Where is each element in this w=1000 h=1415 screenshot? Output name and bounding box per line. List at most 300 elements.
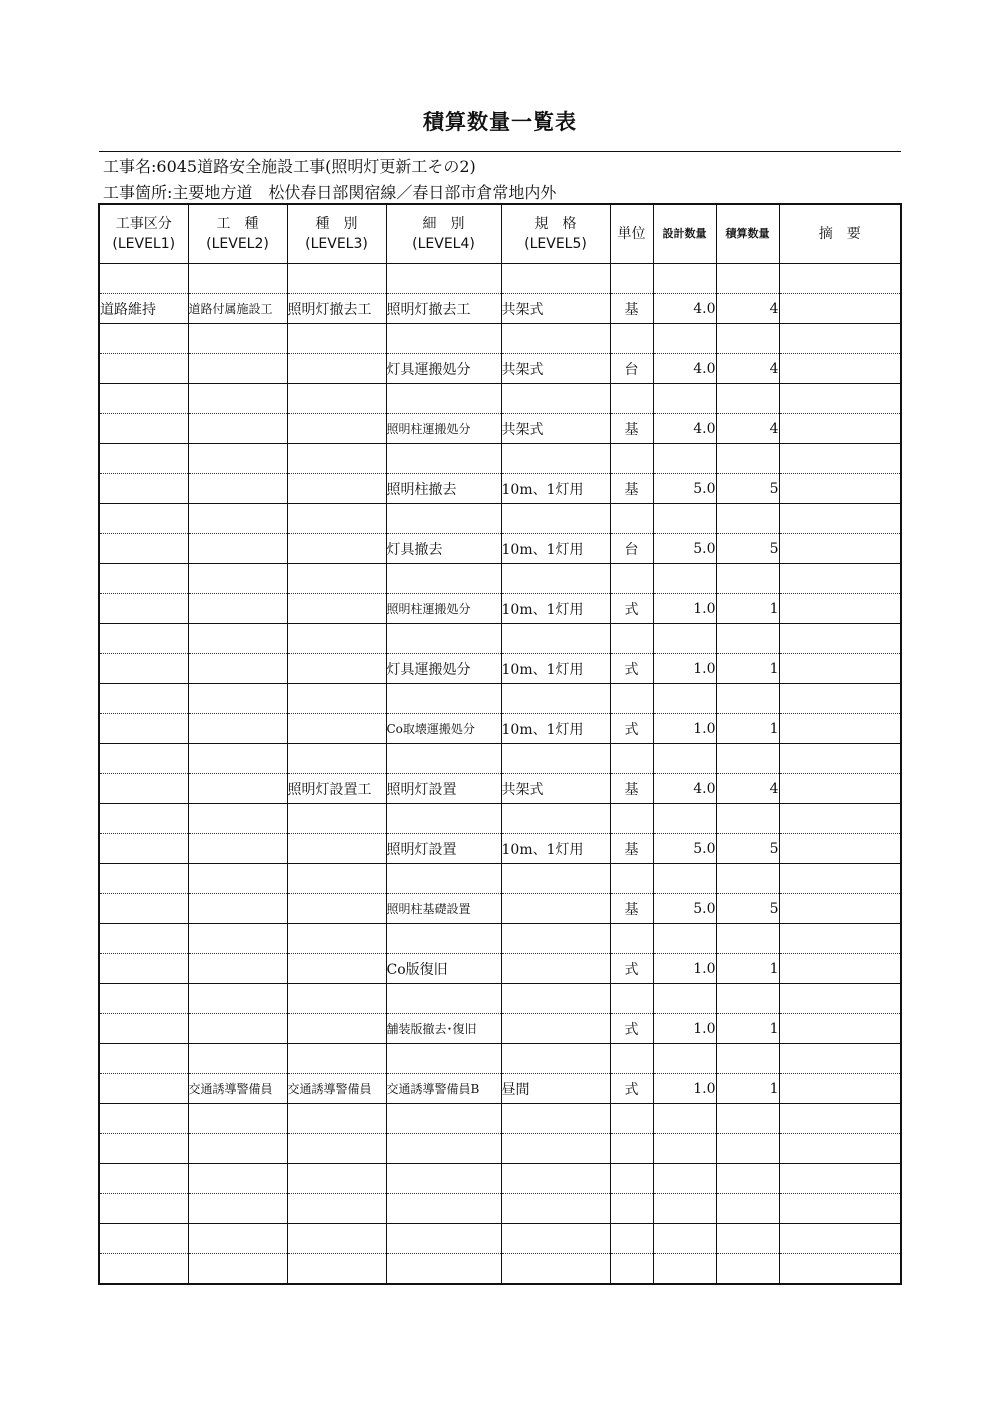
spacer-cell bbox=[99, 924, 188, 954]
level3-cell bbox=[287, 594, 386, 624]
calc-quantity-cell: 1 bbox=[716, 714, 779, 744]
spacer-cell bbox=[188, 1224, 287, 1254]
level1-cell bbox=[99, 774, 188, 804]
spacer-cell bbox=[716, 1104, 779, 1134]
design-quantity-cell: 1.0 bbox=[653, 594, 716, 624]
level5-cell: 10m、1灯用 bbox=[501, 714, 610, 744]
level4-cell: 照明柱撤去 bbox=[386, 474, 501, 504]
design-quantity-cell: 1.0 bbox=[653, 714, 716, 744]
level1-cell bbox=[99, 654, 188, 684]
remarks-cell bbox=[779, 534, 901, 564]
spacer-cell bbox=[501, 984, 610, 1014]
design-quantity-cell: 5.0 bbox=[653, 834, 716, 864]
table-row-spacer bbox=[99, 684, 901, 714]
level2-cell bbox=[188, 834, 287, 864]
spacer-cell bbox=[653, 684, 716, 714]
unit-cell: 式 bbox=[610, 594, 653, 624]
level3-cell bbox=[287, 894, 386, 924]
spacer-cell bbox=[653, 1164, 716, 1194]
quantity-table bbox=[98, 203, 902, 1285]
level3-cell: 照明灯設置工 bbox=[287, 774, 386, 804]
spacer-cell bbox=[501, 564, 610, 594]
level2-cell bbox=[188, 714, 287, 744]
table-row-spacer bbox=[99, 1164, 901, 1194]
spacer-cell bbox=[501, 1164, 610, 1194]
spacer-cell bbox=[716, 864, 779, 894]
spacer-cell bbox=[287, 684, 386, 714]
level3-cell bbox=[287, 714, 386, 744]
level5-cell: 共架式 bbox=[501, 774, 610, 804]
remarks-cell bbox=[779, 354, 901, 384]
spacer-cell bbox=[188, 624, 287, 654]
spacer-cell bbox=[653, 924, 716, 954]
level1-cell bbox=[99, 354, 188, 384]
level4-cell: 照明灯設置 bbox=[386, 834, 501, 864]
spacer-cell bbox=[779, 504, 901, 534]
remarks-cell bbox=[779, 954, 901, 984]
spacer-cell bbox=[779, 864, 901, 894]
spacer-cell bbox=[99, 564, 188, 594]
spacer-cell bbox=[287, 1104, 386, 1134]
table-row-spacer bbox=[99, 744, 901, 774]
unit-cell: 基 bbox=[610, 834, 653, 864]
table-row bbox=[99, 1134, 901, 1164]
spacer-cell bbox=[188, 864, 287, 894]
level2-cell bbox=[188, 774, 287, 804]
remarks-cell bbox=[779, 894, 901, 924]
level4-cell bbox=[386, 1134, 501, 1164]
spacer-cell bbox=[188, 1164, 287, 1194]
design-quantity-cell: 5.0 bbox=[653, 534, 716, 564]
spacer-cell bbox=[287, 564, 386, 594]
calc-quantity-cell: 1 bbox=[716, 1074, 779, 1104]
level1-cell bbox=[99, 714, 188, 744]
unit-cell: 基 bbox=[610, 414, 653, 444]
spacer-cell bbox=[653, 444, 716, 474]
table-row bbox=[99, 1014, 901, 1044]
spacer-cell bbox=[188, 444, 287, 474]
spacer-cell bbox=[386, 684, 501, 714]
spacer-cell bbox=[501, 324, 610, 354]
spacer-cell bbox=[287, 864, 386, 894]
spacer-cell bbox=[501, 1224, 610, 1254]
level5-cell bbox=[501, 1254, 610, 1285]
unit-cell: 台 bbox=[610, 354, 653, 384]
level4-cell: 照明灯撤去工 bbox=[386, 294, 501, 324]
calc-quantity-cell: 1 bbox=[716, 654, 779, 684]
table-row bbox=[99, 774, 901, 804]
spacer-cell bbox=[779, 324, 901, 354]
remarks-cell bbox=[779, 414, 901, 444]
spacer-cell bbox=[99, 624, 188, 654]
remarks-cell bbox=[779, 294, 901, 324]
level1-cell bbox=[99, 1194, 188, 1224]
table-row-spacer bbox=[99, 984, 901, 1014]
level5-cell: 共架式 bbox=[501, 414, 610, 444]
level4-cell: 照明柱運搬処分 bbox=[386, 594, 501, 624]
spacer-cell bbox=[779, 564, 901, 594]
table-row-spacer bbox=[99, 1044, 901, 1074]
spacer-cell bbox=[501, 1044, 610, 1074]
level4-cell: 舗装版撤去･復旧 bbox=[386, 1014, 501, 1044]
spacer-cell bbox=[287, 504, 386, 534]
level3-cell bbox=[287, 474, 386, 504]
design-quantity-cell: 1.0 bbox=[653, 1074, 716, 1104]
spacer-cell bbox=[501, 384, 610, 414]
spacer-cell bbox=[610, 564, 653, 594]
spacer-cell bbox=[99, 1104, 188, 1134]
table-row bbox=[99, 834, 901, 864]
spacer-cell bbox=[99, 984, 188, 1014]
header-row bbox=[99, 204, 901, 264]
spacer-cell bbox=[386, 1164, 501, 1194]
level5-cell: 共架式 bbox=[501, 354, 610, 384]
spacer-cell bbox=[99, 1044, 188, 1074]
spacer-cell bbox=[653, 384, 716, 414]
calc-quantity-cell: 1 bbox=[716, 594, 779, 624]
level1-cell bbox=[99, 474, 188, 504]
level5-cell: 10m、1灯用 bbox=[501, 594, 610, 624]
spacer-cell bbox=[501, 444, 610, 474]
header-design-quantity: 設計数量 bbox=[653, 204, 716, 264]
spacer-cell bbox=[610, 504, 653, 534]
table-row bbox=[99, 714, 901, 744]
calc-quantity-cell: 5 bbox=[716, 474, 779, 504]
header-level1: 工事区分 (LEVEL1) bbox=[99, 204, 188, 264]
spacer-cell bbox=[779, 1044, 901, 1074]
spacer-cell bbox=[99, 504, 188, 534]
table-row-spacer bbox=[99, 624, 901, 654]
spacer-cell bbox=[610, 804, 653, 834]
table-row-spacer bbox=[99, 444, 901, 474]
spacer-cell bbox=[287, 744, 386, 774]
spacer-cell bbox=[501, 1104, 610, 1134]
level5-cell bbox=[501, 1194, 610, 1224]
table-row bbox=[99, 1074, 901, 1104]
remarks-cell bbox=[779, 1254, 901, 1285]
level1-cell bbox=[99, 594, 188, 624]
level2-cell bbox=[188, 474, 287, 504]
spacer-cell bbox=[716, 1044, 779, 1074]
level4-cell: 灯具運搬処分 bbox=[386, 654, 501, 684]
level2-cell bbox=[188, 894, 287, 924]
calc-quantity-cell: 5 bbox=[716, 534, 779, 564]
level2-cell bbox=[188, 534, 287, 564]
level3-cell: 照明灯撤去工 bbox=[287, 294, 386, 324]
level1-cell bbox=[99, 414, 188, 444]
spacer-cell bbox=[287, 444, 386, 474]
level4-cell: 照明灯設置 bbox=[386, 774, 501, 804]
spacer-cell bbox=[779, 984, 901, 1014]
table-row bbox=[99, 534, 901, 564]
spacer-cell bbox=[779, 624, 901, 654]
spacer-cell bbox=[779, 384, 901, 414]
spacer-cell bbox=[99, 744, 188, 774]
table-body bbox=[99, 264, 901, 1285]
level2-cell bbox=[188, 1194, 287, 1224]
level4-cell: Co版復旧 bbox=[386, 954, 501, 984]
level2-cell bbox=[188, 354, 287, 384]
spacer-cell bbox=[188, 504, 287, 534]
unit-cell: 基 bbox=[610, 894, 653, 924]
design-quantity-cell: 4.0 bbox=[653, 774, 716, 804]
design-quantity-cell: 1.0 bbox=[653, 954, 716, 984]
spacer-cell bbox=[779, 804, 901, 834]
spacer-cell bbox=[610, 384, 653, 414]
table-row bbox=[99, 894, 901, 924]
spacer-cell bbox=[716, 504, 779, 534]
table-row bbox=[99, 294, 901, 324]
level4-cell: 照明柱基礎設置 bbox=[386, 894, 501, 924]
spacer-cell bbox=[653, 264, 716, 294]
spacer-cell bbox=[610, 924, 653, 954]
spacer-cell bbox=[610, 264, 653, 294]
spacer-cell bbox=[386, 504, 501, 534]
spacer-cell bbox=[287, 924, 386, 954]
spacer-cell bbox=[386, 444, 501, 474]
spacer-cell bbox=[653, 624, 716, 654]
spacer-cell bbox=[386, 624, 501, 654]
spacer-cell bbox=[386, 384, 501, 414]
level5-cell: 共架式 bbox=[501, 294, 610, 324]
remarks-cell bbox=[779, 1074, 901, 1104]
level5-cell: 10m、1灯用 bbox=[501, 474, 610, 504]
spacer-cell bbox=[386, 264, 501, 294]
spacer-cell bbox=[188, 924, 287, 954]
spacer-cell bbox=[610, 744, 653, 774]
table-row bbox=[99, 594, 901, 624]
level2-cell bbox=[188, 414, 287, 444]
calc-quantity-cell: 4 bbox=[716, 294, 779, 324]
spacer-cell bbox=[501, 504, 610, 534]
table-row-spacer bbox=[99, 864, 901, 894]
level2-cell: 道路付属施設工 bbox=[188, 294, 287, 324]
spacer-cell bbox=[188, 804, 287, 834]
unit-cell: 式 bbox=[610, 1014, 653, 1044]
spacer-cell bbox=[653, 504, 716, 534]
table-row-spacer bbox=[99, 804, 901, 834]
table-row bbox=[99, 1194, 901, 1224]
spacer-cell bbox=[386, 1104, 501, 1134]
spacer-cell bbox=[501, 864, 610, 894]
spacer-cell bbox=[716, 564, 779, 594]
spacer-cell bbox=[716, 324, 779, 354]
spacer-cell bbox=[386, 744, 501, 774]
spacer-cell bbox=[610, 1044, 653, 1074]
spacer-cell bbox=[610, 1224, 653, 1254]
table-row bbox=[99, 354, 901, 384]
level5-cell: 10m、1灯用 bbox=[501, 654, 610, 684]
remarks-cell bbox=[779, 474, 901, 504]
level3-cell: 交通誘導警備員 bbox=[287, 1074, 386, 1104]
spacer-cell bbox=[287, 1164, 386, 1194]
spacer-cell bbox=[779, 1104, 901, 1134]
remarks-cell bbox=[779, 714, 901, 744]
level2-cell: 交通誘導警備員 bbox=[188, 1074, 287, 1104]
header-level2: 工 種 (LEVEL2) bbox=[188, 204, 287, 264]
spacer-cell bbox=[779, 444, 901, 474]
spacer-cell bbox=[653, 1104, 716, 1134]
level1-cell bbox=[99, 534, 188, 564]
spacer-cell bbox=[188, 744, 287, 774]
level3-cell bbox=[287, 654, 386, 684]
level1-cell bbox=[99, 1014, 188, 1044]
spacer-cell bbox=[188, 324, 287, 354]
spacer-cell bbox=[99, 864, 188, 894]
remarks-cell bbox=[779, 1194, 901, 1224]
spacer-cell bbox=[386, 804, 501, 834]
spacer-cell bbox=[716, 744, 779, 774]
spacer-cell bbox=[99, 444, 188, 474]
header-unit: 単位 bbox=[610, 204, 653, 264]
spacer-cell bbox=[287, 984, 386, 1014]
header-level5: 規 格 (LEVEL5) bbox=[501, 204, 610, 264]
level5-cell bbox=[501, 1014, 610, 1044]
calc-quantity-cell bbox=[716, 1194, 779, 1224]
design-quantity-cell: 5.0 bbox=[653, 474, 716, 504]
remarks-cell bbox=[779, 594, 901, 624]
design-quantity-cell: 5.0 bbox=[653, 894, 716, 924]
level1-cell bbox=[99, 1074, 188, 1104]
design-quantity-cell bbox=[653, 1254, 716, 1285]
spacer-cell bbox=[610, 324, 653, 354]
spacer-cell bbox=[287, 384, 386, 414]
spacer-cell bbox=[99, 804, 188, 834]
spacer-cell bbox=[610, 1104, 653, 1134]
unit-cell: 式 bbox=[610, 954, 653, 984]
header-level4: 細 別 (LEVEL4) bbox=[386, 204, 501, 264]
spacer-cell bbox=[610, 1164, 653, 1194]
spacer-cell bbox=[610, 984, 653, 1014]
spacer-cell bbox=[501, 804, 610, 834]
unit-cell: 式 bbox=[610, 714, 653, 744]
unit-cell: 台 bbox=[610, 534, 653, 564]
spacer-cell bbox=[188, 564, 287, 594]
spacer-cell bbox=[716, 804, 779, 834]
title-divider bbox=[99, 151, 901, 152]
design-quantity-cell bbox=[653, 1194, 716, 1224]
spacer-cell bbox=[287, 1224, 386, 1254]
spacer-cell bbox=[287, 264, 386, 294]
spacer-cell bbox=[287, 624, 386, 654]
spacer-cell bbox=[716, 984, 779, 1014]
level3-cell bbox=[287, 1254, 386, 1285]
spacer-cell bbox=[653, 564, 716, 594]
spacer-cell bbox=[99, 264, 188, 294]
unit-cell: 基 bbox=[610, 294, 653, 324]
level4-cell: 交通誘導警備員B bbox=[386, 1074, 501, 1104]
design-quantity-cell: 4.0 bbox=[653, 354, 716, 384]
spacer-cell bbox=[779, 1164, 901, 1194]
header-level3: 種 別 (LEVEL3) bbox=[287, 204, 386, 264]
level2-cell bbox=[188, 954, 287, 984]
design-quantity-cell: 1.0 bbox=[653, 654, 716, 684]
spacer-cell bbox=[287, 324, 386, 354]
spacer-cell bbox=[716, 684, 779, 714]
unit-cell: 式 bbox=[610, 654, 653, 684]
header-remarks: 摘 要 bbox=[779, 204, 901, 264]
remarks-cell bbox=[779, 1134, 901, 1164]
calc-quantity-cell: 1 bbox=[716, 954, 779, 984]
spacer-cell bbox=[386, 924, 501, 954]
spacer-cell bbox=[653, 804, 716, 834]
table-row bbox=[99, 1254, 901, 1285]
page-title: 積算数量一覧表 bbox=[423, 110, 577, 134]
spacer-cell bbox=[386, 564, 501, 594]
spacer-cell bbox=[386, 984, 501, 1014]
spacer-cell bbox=[653, 1044, 716, 1074]
level3-cell bbox=[287, 414, 386, 444]
spacer-cell bbox=[653, 1224, 716, 1254]
level4-cell: Co取壊運搬処分 bbox=[386, 714, 501, 744]
level4-cell bbox=[386, 1254, 501, 1285]
level3-cell bbox=[287, 354, 386, 384]
table-row bbox=[99, 954, 901, 984]
spacer-cell bbox=[779, 924, 901, 954]
spacer-cell bbox=[287, 1044, 386, 1074]
level4-cell: 灯具撤去 bbox=[386, 534, 501, 564]
level3-cell bbox=[287, 534, 386, 564]
spacer-cell bbox=[188, 984, 287, 1014]
table-row bbox=[99, 654, 901, 684]
spacer-cell bbox=[99, 384, 188, 414]
level3-cell bbox=[287, 1194, 386, 1224]
level4-cell: 灯具運搬処分 bbox=[386, 354, 501, 384]
design-quantity-cell: 1.0 bbox=[653, 1014, 716, 1044]
table-row-spacer bbox=[99, 564, 901, 594]
spacer-cell bbox=[653, 744, 716, 774]
level2-cell bbox=[188, 594, 287, 624]
level4-cell bbox=[386, 1194, 501, 1224]
spacer-cell bbox=[99, 324, 188, 354]
spacer-cell bbox=[188, 684, 287, 714]
project-name: 工事名:6045道路安全施設工事(照明灯更新工その2) bbox=[103, 157, 476, 176]
spacer-cell bbox=[386, 1044, 501, 1074]
level1-cell bbox=[99, 834, 188, 864]
table-row-spacer bbox=[99, 324, 901, 354]
table-row-spacer bbox=[99, 1224, 901, 1254]
table-row bbox=[99, 414, 901, 444]
table-row-spacer bbox=[99, 924, 901, 954]
level5-cell bbox=[501, 1134, 610, 1164]
calc-quantity-cell bbox=[716, 1134, 779, 1164]
spacer-cell bbox=[610, 864, 653, 894]
spacer-cell bbox=[610, 624, 653, 654]
unit-cell bbox=[610, 1134, 653, 1164]
table-row-spacer bbox=[99, 264, 901, 294]
spacer-cell bbox=[501, 624, 610, 654]
level1-cell: 道路維持 bbox=[99, 294, 188, 324]
spacer-cell bbox=[716, 624, 779, 654]
spacer-cell bbox=[716, 264, 779, 294]
spacer-cell bbox=[188, 264, 287, 294]
level2-cell bbox=[188, 1014, 287, 1044]
level1-cell bbox=[99, 1134, 188, 1164]
level5-cell bbox=[501, 894, 610, 924]
unit-cell: 基 bbox=[610, 474, 653, 504]
level3-cell bbox=[287, 1014, 386, 1044]
spacer-cell bbox=[99, 1224, 188, 1254]
unit-cell: 基 bbox=[610, 774, 653, 804]
spacer-cell bbox=[779, 744, 901, 774]
spacer-cell bbox=[287, 804, 386, 834]
spacer-cell bbox=[188, 1104, 287, 1134]
project-location: 工事箇所:主要地方道 松伏春日部関宿線／春日部市倉常地内外 bbox=[103, 183, 557, 202]
calc-quantity-cell: 4 bbox=[716, 774, 779, 804]
calc-quantity-cell: 4 bbox=[716, 414, 779, 444]
level5-cell bbox=[501, 954, 610, 984]
remarks-cell bbox=[779, 834, 901, 864]
